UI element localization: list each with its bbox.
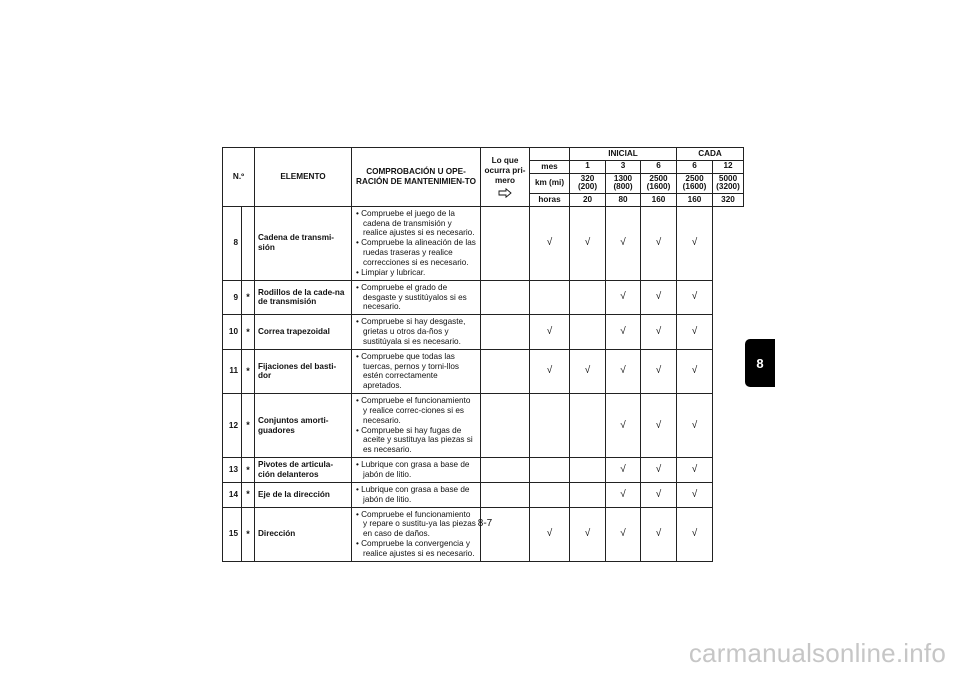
row-first-cell	[481, 349, 530, 393]
row-item: Rodillos de la cade-na de transmisión	[255, 280, 352, 315]
table-row	[223, 458, 744, 483]
header-first	[481, 148, 530, 207]
check-mark: √	[606, 349, 641, 393]
row-number: 13	[223, 458, 242, 483]
interval-value: 5000 (3200)	[713, 173, 744, 193]
row-number: 9	[223, 280, 242, 315]
check-mark: √	[641, 280, 677, 315]
header-row	[223, 148, 744, 161]
check-mark: √	[606, 482, 641, 507]
row-number: 12	[223, 394, 242, 458]
row-number: 14	[223, 482, 242, 507]
check-mark: √	[530, 206, 570, 280]
row-first-cell	[481, 315, 530, 350]
description-bullet: • Compruebe la alineación de las ruedas traseras y realice correcciones si es necesario.	[356, 238, 476, 267]
table-row	[223, 206, 744, 280]
check-mark: √	[641, 349, 677, 393]
row-item: Correa trapezoidal	[255, 315, 352, 350]
row-item: Fijaciones del basti-dor	[255, 349, 352, 393]
check-mark: √	[570, 349, 606, 393]
check-mark: √	[641, 507, 677, 561]
check-mark: √	[606, 206, 641, 280]
header-every: CADA	[677, 148, 744, 161]
row-dealer-mark: *	[242, 315, 255, 350]
check-mark	[530, 280, 570, 315]
arrow-right-icon	[498, 188, 512, 198]
description-bullet: • Compruebe el juego de la cadena de transmisión y realice ajustes si es necesario.	[356, 208, 475, 238]
row-description	[352, 394, 481, 458]
row-description	[352, 315, 481, 350]
table-row	[223, 394, 744, 458]
check-mark: √	[641, 315, 677, 350]
check-mark	[570, 482, 606, 507]
description-bullet: • Compruebe si hay fugas de aceite y sustituya las piezas si es necesario.	[356, 425, 473, 455]
row-item: Conjuntos amorti-guadores	[255, 394, 352, 458]
interval-value: 1300 (800)	[606, 173, 641, 193]
check-mark: √	[677, 280, 713, 315]
row-dealer-mark: *	[242, 507, 255, 561]
row-first-cell	[481, 482, 530, 507]
description-bullet: • Compruebe el funcionamiento y repare o sustitu-ya las piezas en caso de daños.	[356, 509, 476, 539]
interval-value: 320	[713, 193, 744, 206]
description-bullet: • Compruebe que todas las tuercas, pernos y torni-llos estén correctamente apretados.	[356, 351, 460, 391]
check-mark: √	[677, 315, 713, 350]
check-mark: √	[677, 349, 713, 393]
row-first-cell	[481, 206, 530, 280]
check-mark: √	[641, 394, 677, 458]
interval-value: 2500 (1600)	[677, 173, 713, 193]
description-bullet: • Limpiar y lubricar.	[356, 267, 426, 277]
interval-value: 3	[606, 160, 641, 173]
check-mark: √	[677, 206, 713, 280]
description-bullet: • Lubrique con grasa a base de jabón de litio.	[356, 484, 470, 504]
interval-value: 80	[606, 193, 641, 206]
check-mark	[570, 280, 606, 315]
table-row	[223, 507, 744, 561]
table-row	[223, 315, 744, 350]
row-dealer-mark: *	[242, 482, 255, 507]
interval-value: 20	[570, 193, 606, 206]
row-number: 8	[223, 206, 242, 280]
row-item: Eje de la dirección	[255, 482, 352, 507]
check-mark: √	[677, 458, 713, 483]
check-mark	[570, 458, 606, 483]
check-mark: √	[530, 315, 570, 350]
interval-value: 6	[641, 160, 677, 173]
check-mark: √	[641, 206, 677, 280]
row-dealer-mark: *	[242, 458, 255, 483]
check-mark: √	[677, 507, 713, 561]
interval-label: horas	[530, 193, 570, 206]
row-dealer-mark: *	[242, 349, 255, 393]
header-first-label: Lo que ocurra pri-mero	[484, 156, 526, 185]
description-bullet: • Compruebe la convergencia y realice ajustes si es necesario.	[356, 539, 475, 558]
check-mark: √	[606, 280, 641, 315]
table-row	[223, 280, 744, 315]
description-bullet: • Lubrique con grasa a base de jabón de litio.	[356, 460, 470, 479]
header-check: COMPROBACIÓN U OPE-RACIÓN DE MANTENIMIEN-TO	[352, 148, 481, 207]
row-description	[352, 458, 481, 483]
row-item: Cadena de transmi-sión	[255, 206, 352, 280]
check-mark: √	[570, 507, 606, 561]
row-number: 11	[223, 349, 242, 393]
description-bullet: • Compruebe el grado de desgaste y sustitúyalos si es necesario.	[356, 282, 467, 312]
row-number: 15	[223, 507, 242, 561]
interval-value: 160	[641, 193, 677, 206]
check-mark	[570, 315, 606, 350]
check-mark	[530, 482, 570, 507]
row-dealer-mark	[242, 206, 255, 280]
description-bullet: • Compruebe el funcionamiento y realice correc-ciones si es necesario.	[356, 396, 471, 425]
interval-value: 160	[677, 193, 713, 206]
check-mark	[570, 394, 606, 458]
row-description	[352, 482, 481, 507]
check-mark: √	[606, 507, 641, 561]
row-description	[352, 280, 481, 315]
maintenance-table	[222, 147, 744, 562]
page-number: 8-7	[477, 518, 493, 529]
header-item: ELEMENTO	[255, 148, 352, 207]
description-bullet: • Compruebe si hay desgaste, grietas u otros da-ños y sustitúyala si es necesario.	[356, 317, 466, 346]
row-description	[352, 507, 481, 561]
header-no: N.º	[223, 148, 255, 207]
interval-value: 6	[677, 160, 713, 173]
row-item: Dirección	[255, 507, 352, 561]
table-row	[223, 349, 744, 393]
check-mark	[530, 394, 570, 458]
row-first-cell	[481, 458, 530, 483]
row-first-cell	[481, 394, 530, 458]
check-mark	[530, 458, 570, 483]
check-mark: √	[677, 482, 713, 507]
watermark: carmanualsonline.info	[688, 638, 946, 668]
row-first-cell	[481, 507, 530, 561]
table-row	[223, 482, 744, 507]
row-description	[352, 206, 481, 280]
check-mark: √	[530, 349, 570, 393]
row-description	[352, 349, 481, 393]
interval-value: 12	[713, 160, 744, 173]
chapter-tab: 8	[745, 339, 775, 387]
interval-value: 320 (200)	[570, 173, 606, 193]
interval-label: km (mi)	[530, 173, 570, 193]
row-item: Pivotes de articula-ción delanteros	[255, 458, 352, 483]
row-number: 10	[223, 315, 242, 350]
interval-label: mes	[530, 160, 570, 173]
check-mark: √	[606, 394, 641, 458]
check-mark: √	[570, 206, 606, 280]
check-mark: √	[606, 315, 641, 350]
check-mark: √	[641, 482, 677, 507]
check-mark: √	[677, 394, 713, 458]
interval-value: 2500 (1600)	[641, 173, 677, 193]
check-mark: √	[606, 458, 641, 483]
row-dealer-mark: *	[242, 394, 255, 458]
header-initial: INICIAL	[570, 148, 677, 161]
row-dealer-mark: *	[242, 280, 255, 315]
interval-value: 1	[570, 160, 606, 173]
header-blank	[530, 148, 570, 161]
row-first-cell	[481, 280, 530, 315]
check-mark: √	[530, 507, 570, 561]
check-mark: √	[641, 458, 677, 483]
